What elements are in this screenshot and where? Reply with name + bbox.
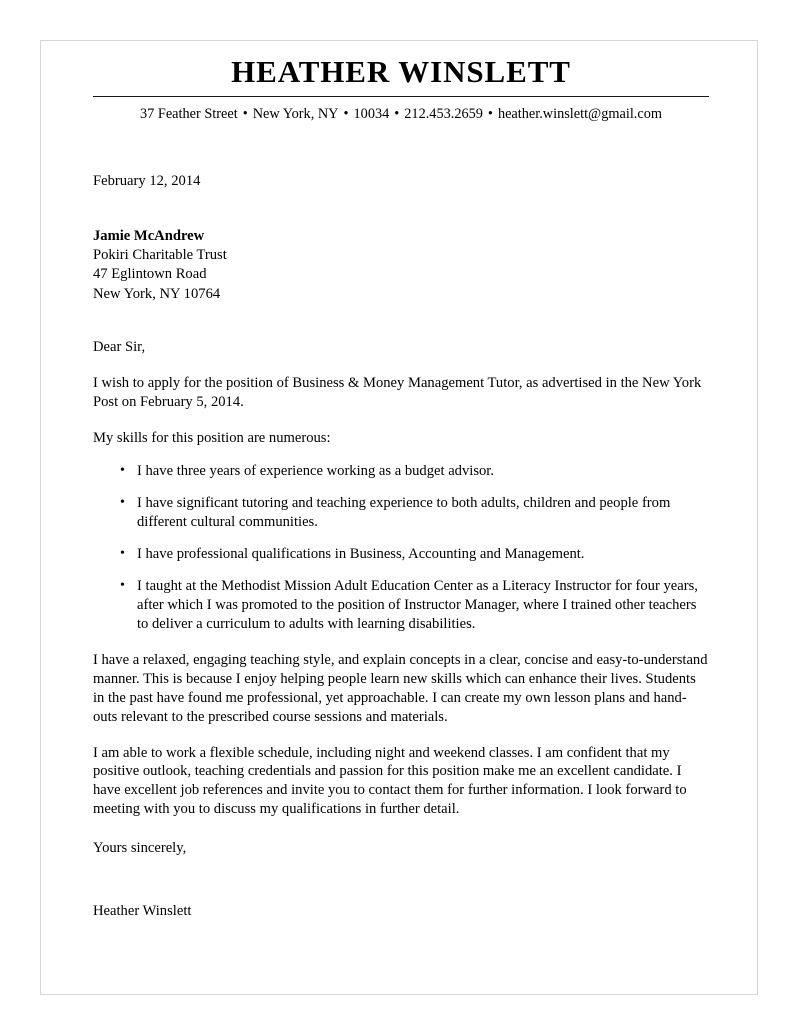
contact-separator-2: • bbox=[343, 105, 349, 122]
contact-street: 37 Feather Street bbox=[140, 105, 238, 122]
bullet-icon: • bbox=[120, 577, 125, 593]
list-item bbox=[93, 577, 709, 634]
recipient-organization: Pokiri Charitable Trust bbox=[93, 247, 227, 264]
contact-phone: 212.453.2659 bbox=[404, 105, 483, 122]
page-title: HEATHER WINSLETT bbox=[231, 54, 571, 89]
contact-separator-4: • bbox=[487, 105, 493, 122]
bullet-icon: • bbox=[120, 494, 125, 510]
recipient-name: Jamie McAndrew bbox=[93, 227, 205, 244]
list-item-text: I have professional qualifications in Business, Accounting and Management. bbox=[137, 545, 585, 562]
letterhead bbox=[93, 41, 709, 124]
bullet-icon: • bbox=[120, 545, 125, 561]
recipient-city-state-zip: New York, NY 10764 bbox=[93, 285, 221, 302]
paragraph-intro: I wish to apply for the position of Business & Money Management Tutor, as advertised in the New York Post on February 5, 2014. bbox=[93, 374, 702, 410]
list-item bbox=[93, 494, 709, 532]
skills-list bbox=[93, 462, 709, 634]
contact-separator-1: • bbox=[242, 105, 248, 122]
bullet-icon: • bbox=[120, 462, 125, 478]
contact-city-state: New York, NY bbox=[252, 105, 339, 122]
list-item bbox=[93, 462, 709, 481]
paragraph-availability: I am able to work a flexible schedule, including night and weekend classes. I am confident that my positive outlook, teaching credentials and passion for this position make me an excellent candidate. I have excellent job references and invite you to contact them for further information. I look forward to meeting with you to discuss my qualifications in further detail. bbox=[93, 744, 687, 818]
letter-date: February 12, 2014 bbox=[93, 173, 201, 190]
list-item bbox=[93, 545, 709, 564]
contact-zip: 10034 bbox=[353, 105, 390, 122]
signature-name: Heather Winslett bbox=[93, 903, 192, 920]
salutation: Dear Sir, bbox=[93, 338, 146, 355]
closing-salutation: Yours sincerely, bbox=[93, 840, 187, 857]
contact-separator-3: • bbox=[394, 105, 400, 122]
recipient-address-block bbox=[93, 227, 709, 304]
letter-content-column bbox=[93, 41, 709, 921]
contact-email: heather.winslett@gmail.com bbox=[497, 105, 662, 122]
contact-line bbox=[93, 105, 709, 124]
list-item-text: I have three years of experience working as a budget advisor. bbox=[137, 462, 494, 479]
paragraph-teaching-style: I have a relaxed, engaging teaching style, and explain concepts in a clear, concise and easy-to-understand manner. This is because I enjoy helping people learn new skills which can enhance their lives. Students in the past have found me professional, yet approachable. I can create my own lesson plans and hand-outs relevant to the prescribed course sessions and materials. bbox=[93, 651, 708, 725]
document-page bbox=[40, 40, 758, 995]
letterhead-divider bbox=[93, 96, 709, 97]
recipient-street: 47 Eglintown Road bbox=[93, 266, 207, 283]
letter-body bbox=[93, 172, 709, 921]
list-item-text: I taught at the Methodist Mission Adult Education Center as a Literacy Instructor for four years, after which I was promoted to the position of Instructor Manager, where I trained other teachers to deliver a curriculum to adults with learning disabilities. bbox=[137, 577, 698, 632]
skills-lead-in: My skills for this position are numerous: bbox=[93, 429, 331, 446]
list-item-text: I have significant tutoring and teaching experience to both adults, children and people from different cultural communities. bbox=[137, 494, 671, 530]
